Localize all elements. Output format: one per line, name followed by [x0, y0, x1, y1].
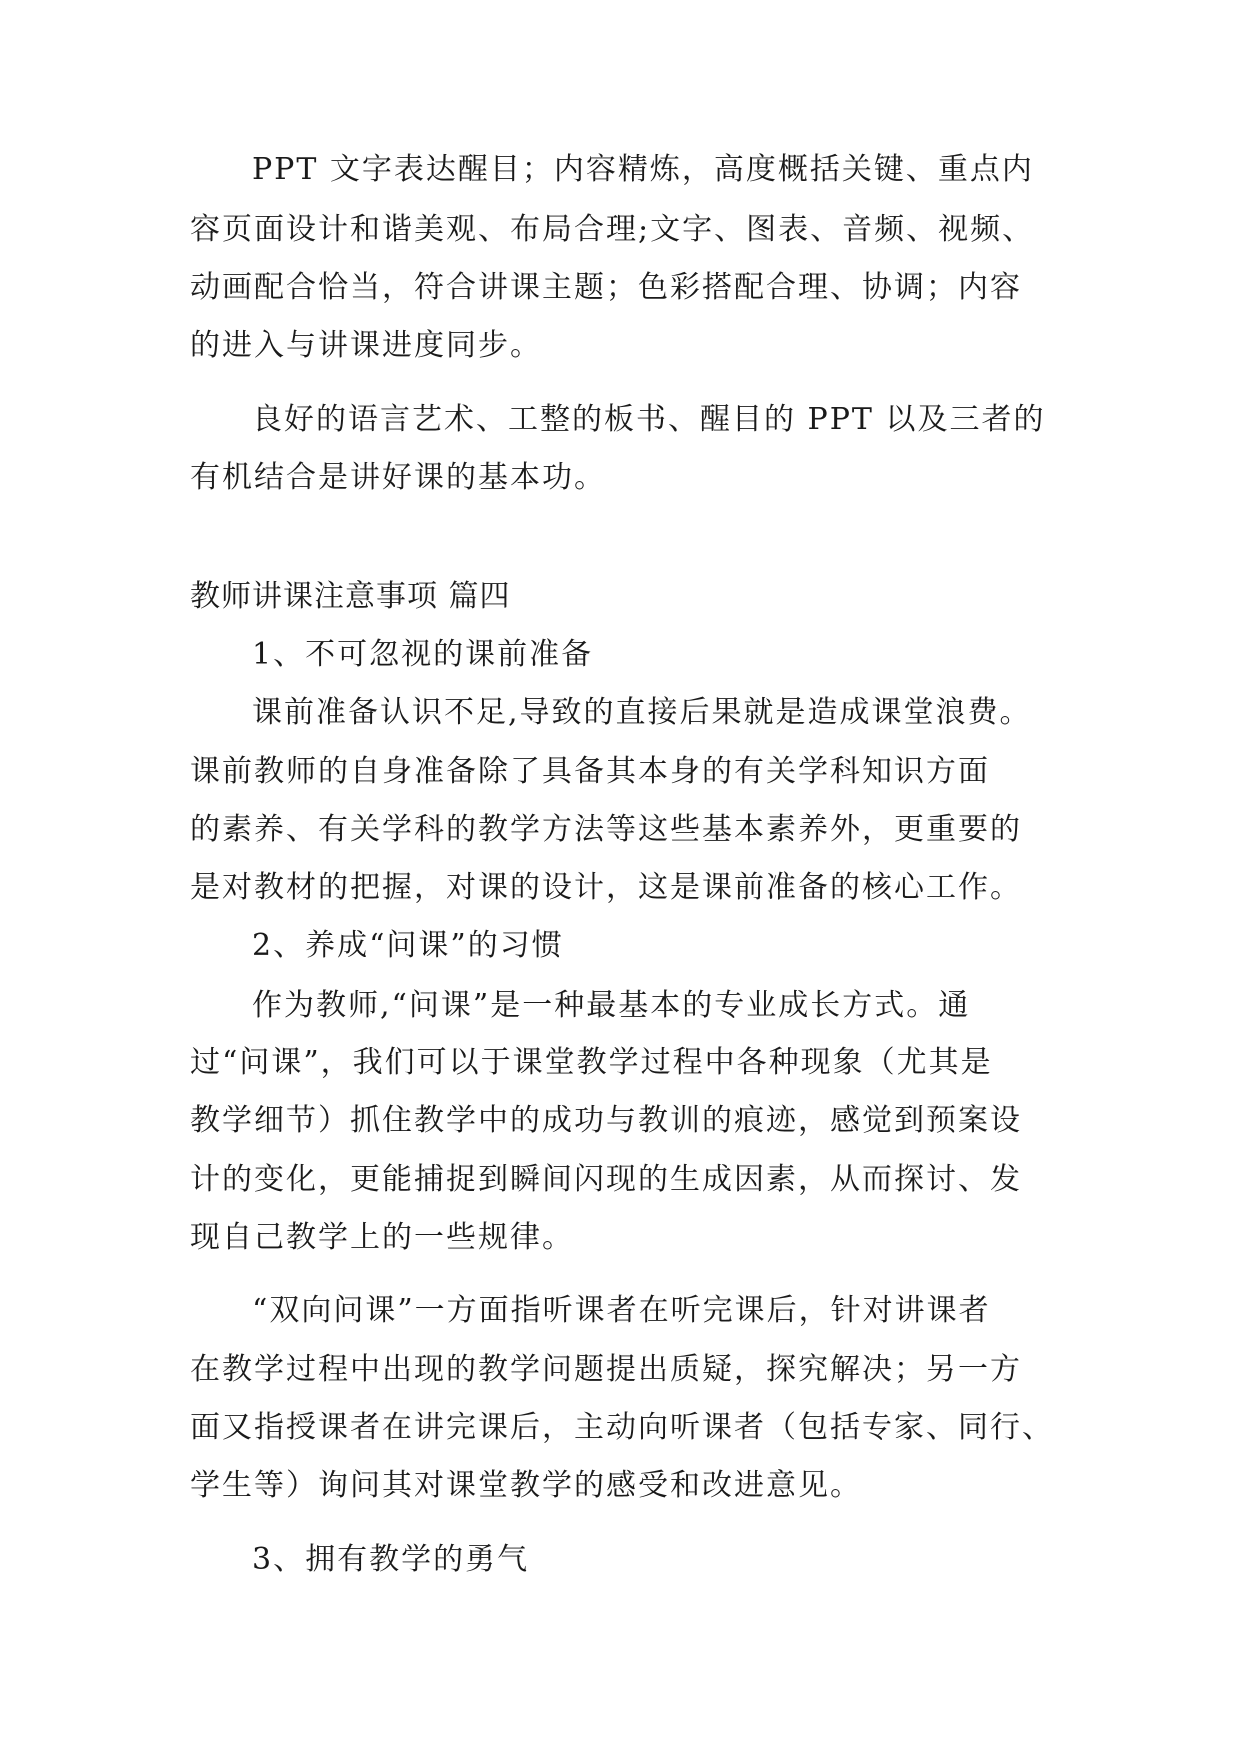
text-line: 教学细节）抓住教学中的成功与教训的痕迹，感觉到预案设	[190, 1103, 1022, 1138]
text-line: 面又指授课者在讲完课后，主动向听课者（包括专家、同行、	[190, 1410, 1054, 1445]
text-line: 动画配合恰当，符合讲课主题；色彩搭配合理、协调；内容	[190, 270, 1022, 305]
text-line: 是对教材的把握，对课的设计，这是课前准备的核心工作。	[190, 870, 1022, 905]
text-line: PPT 文字表达醒目；内容精炼，高度概括关键、重点内	[252, 152, 1034, 187]
subheading: 2、养成“问课”的习惯	[252, 928, 564, 963]
text-line: 在教学过程中出现的教学问题提出质疑，探究解决；另一方	[190, 1352, 1022, 1387]
text-line: 的进入与讲课进度同步。	[190, 328, 542, 363]
subheading: 3、拥有教学的勇气	[252, 1542, 530, 1577]
text-line: 现自己教学上的一些规律。	[190, 1220, 574, 1255]
text-line: 良好的语言艺术、工整的板书、醒目的 PPT 以及三者的	[252, 402, 1046, 437]
text-line: “双向问课”一方面指听课者在听完课后，针对讲课者	[252, 1293, 991, 1328]
text-line: 课前教师的自身准备除了具备其本身的有关学科知识方面	[190, 754, 990, 789]
text-line: 课前准备认识不足,导致的直接后果就是造成课堂浪费。	[252, 695, 1032, 730]
text-line: 过“问课”，我们可以于课堂教学过程中各种现象（尤其是	[190, 1045, 993, 1080]
text-line: 计的变化，更能捕捉到瞬间闪现的生成因素，从而探讨、发	[190, 1162, 1022, 1197]
text-line: 的素养、有关学科的教学方法等这些基本素养外，更重要的	[190, 812, 1022, 847]
subheading: 1、不可忽视的课前准备	[252, 637, 594, 672]
text-line: 容页面设计和谐美观、布局合理;文字、图表、音频、视频、	[190, 212, 1035, 247]
text-line: 学生等）询问其对课堂教学的感受和改进意见。	[190, 1468, 862, 1503]
text-line: 有机结合是讲好课的基本功。	[190, 460, 606, 495]
section-heading: 教师讲课注意事项 篇四	[190, 579, 511, 614]
text-line: 作为教师,“问课”是一种最基本的专业成长方式。通	[252, 988, 971, 1023]
